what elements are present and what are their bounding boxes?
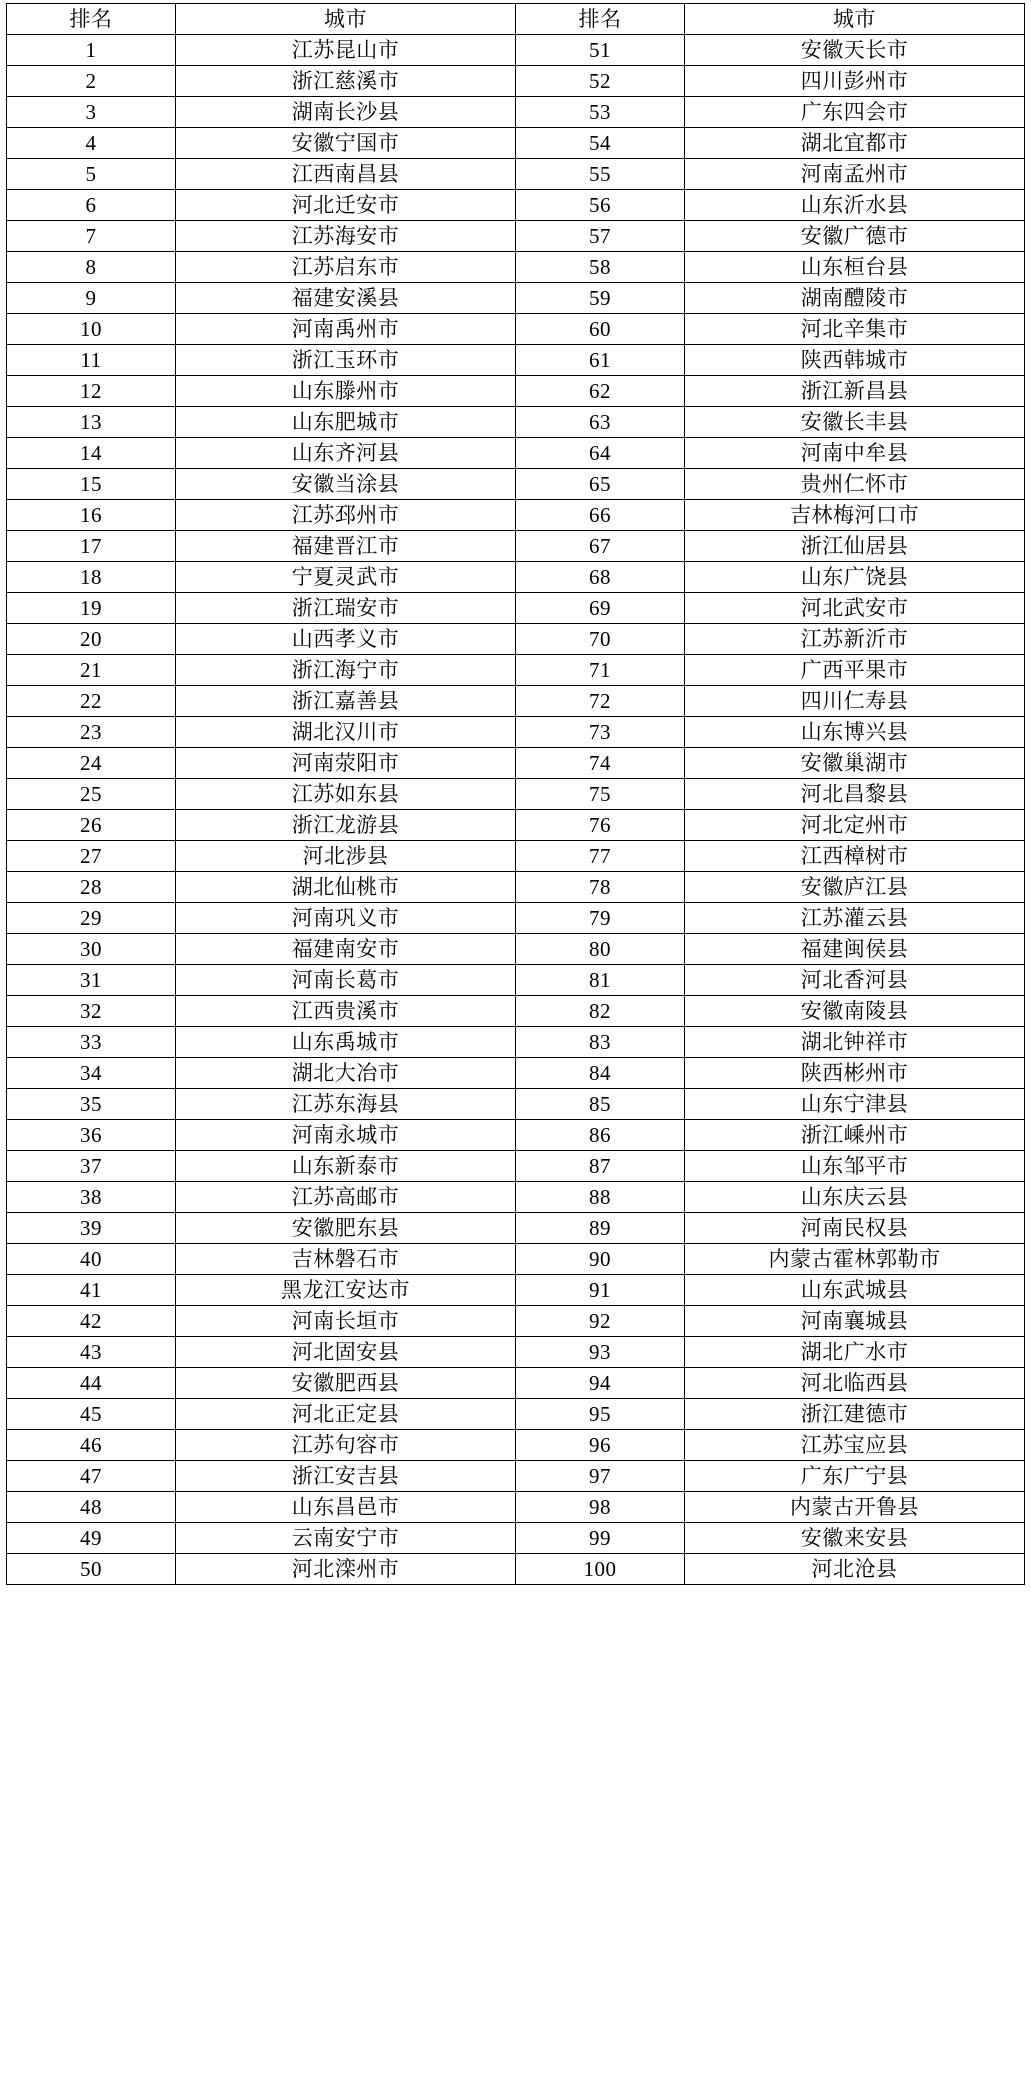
city-cell-right: 安徽庐江县: [684, 872, 1024, 903]
table-row: [7, 314, 1025, 345]
city-cell-right: 陕西彬州市: [684, 1058, 1024, 1089]
city-cell-right: 陕西韩城市: [684, 345, 1024, 376]
rank-cell-left: 46: [7, 1430, 176, 1461]
city-cell-right: 内蒙古霍林郭勒市: [684, 1244, 1024, 1275]
rank-cell-left: 16: [7, 500, 176, 531]
rank-cell-right: 81: [515, 965, 684, 996]
rank-cell-left: 34: [7, 1058, 176, 1089]
city-cell-left: 江苏昆山市: [175, 35, 515, 66]
city-cell-right: 四川仁寿县: [684, 686, 1024, 717]
table-row: [7, 376, 1025, 407]
city-cell-left: 山东新泰市: [175, 1151, 515, 1182]
city-cell-left: 浙江慈溪市: [175, 66, 515, 97]
rank-cell-left: 48: [7, 1492, 176, 1523]
header-rank-right: 排名: [515, 4, 684, 35]
rank-cell-left: 1: [7, 35, 176, 66]
city-cell-left: 安徽肥东县: [175, 1213, 515, 1244]
table-row: [7, 500, 1025, 531]
table-row: [7, 934, 1025, 965]
rank-cell-right: 96: [515, 1430, 684, 1461]
city-cell-left: 福建晋江市: [175, 531, 515, 562]
city-cell-left: 江苏海安市: [175, 221, 515, 252]
rank-cell-right: 54: [515, 128, 684, 159]
city-cell-left: 安徽当涂县: [175, 469, 515, 500]
rank-cell-left: 33: [7, 1027, 176, 1058]
city-cell-left: 浙江嘉善县: [175, 686, 515, 717]
rank-cell-left: 41: [7, 1275, 176, 1306]
table-row: [7, 1306, 1025, 1337]
rank-cell-right: 98: [515, 1492, 684, 1523]
table-row: [7, 128, 1025, 159]
city-cell-left: 湖北汉川市: [175, 717, 515, 748]
city-cell-right: 山东庆云县: [684, 1182, 1024, 1213]
city-cell-left: 湖北仙桃市: [175, 872, 515, 903]
rank-cell-right: 82: [515, 996, 684, 1027]
table-header-row: [7, 4, 1025, 35]
table-row: [7, 593, 1025, 624]
table-row: [7, 1089, 1025, 1120]
rank-cell-right: 100: [515, 1554, 684, 1585]
rank-cell-right: 75: [515, 779, 684, 810]
rank-cell-right: 92: [515, 1306, 684, 1337]
table-row: [7, 345, 1025, 376]
table-row: [7, 283, 1025, 314]
table-row: [7, 1554, 1025, 1585]
city-cell-left: 河南长葛市: [175, 965, 515, 996]
rank-cell-right: 52: [515, 66, 684, 97]
city-cell-right: 湖北广水市: [684, 1337, 1024, 1368]
rank-cell-right: 57: [515, 221, 684, 252]
city-cell-left: 宁夏灵武市: [175, 562, 515, 593]
city-cell-right: 安徽南陵县: [684, 996, 1024, 1027]
rank-cell-left: 50: [7, 1554, 176, 1585]
table-row: [7, 97, 1025, 128]
table-row: [7, 965, 1025, 996]
table-row: [7, 407, 1025, 438]
table-row: [7, 686, 1025, 717]
city-cell-right: 湖北钟祥市: [684, 1027, 1024, 1058]
table-body: [7, 4, 1025, 1585]
header-rank-left: 排名: [7, 4, 176, 35]
rank-cell-right: 99: [515, 1523, 684, 1554]
rank-cell-right: 80: [515, 934, 684, 965]
city-cell-right: 湖南醴陵市: [684, 283, 1024, 314]
city-cell-right: 湖北宜都市: [684, 128, 1024, 159]
rank-cell-left: 22: [7, 686, 176, 717]
header-city-left: 城市: [175, 4, 515, 35]
city-cell-left: 吉林磐石市: [175, 1244, 515, 1275]
city-cell-right: 广西平果市: [684, 655, 1024, 686]
rank-cell-right: 68: [515, 562, 684, 593]
city-cell-right: 浙江仙居县: [684, 531, 1024, 562]
table-row: [7, 1275, 1025, 1306]
city-cell-left: 福建安溪县: [175, 283, 515, 314]
city-cell-right: 福建闽侯县: [684, 934, 1024, 965]
rank-cell-right: 91: [515, 1275, 684, 1306]
city-cell-right: 安徽广德市: [684, 221, 1024, 252]
city-cell-right: 四川彭州市: [684, 66, 1024, 97]
rank-cell-right: 70: [515, 624, 684, 655]
rank-cell-left: 28: [7, 872, 176, 903]
rank-cell-left: 42: [7, 1306, 176, 1337]
rank-cell-left: 37: [7, 1151, 176, 1182]
rank-cell-right: 89: [515, 1213, 684, 1244]
city-cell-right: 山东广饶县: [684, 562, 1024, 593]
city-cell-left: 江苏邳州市: [175, 500, 515, 531]
table-row: [7, 841, 1025, 872]
city-cell-left: 湖南长沙县: [175, 97, 515, 128]
rank-cell-left: 11: [7, 345, 176, 376]
table-row: [7, 624, 1025, 655]
rank-cell-left: 44: [7, 1368, 176, 1399]
rank-cell-right: 51: [515, 35, 684, 66]
city-cell-right: 河北辛集市: [684, 314, 1024, 345]
rank-cell-left: 7: [7, 221, 176, 252]
rank-cell-left: 39: [7, 1213, 176, 1244]
city-cell-left: 江苏句容市: [175, 1430, 515, 1461]
rank-cell-right: 73: [515, 717, 684, 748]
rank-cell-right: 94: [515, 1368, 684, 1399]
city-cell-right: 江苏灌云县: [684, 903, 1024, 934]
table-row: [7, 221, 1025, 252]
rank-cell-left: 36: [7, 1120, 176, 1151]
rank-cell-left: 2: [7, 66, 176, 97]
rank-cell-left: 15: [7, 469, 176, 500]
city-cell-left: 云南安宁市: [175, 1523, 515, 1554]
city-cell-left: 江苏启东市: [175, 252, 515, 283]
rank-cell-right: 88: [515, 1182, 684, 1213]
table-row: [7, 1244, 1025, 1275]
city-cell-left: 浙江玉环市: [175, 345, 515, 376]
table-row: [7, 159, 1025, 190]
rank-cell-right: 76: [515, 810, 684, 841]
rank-cell-left: 26: [7, 810, 176, 841]
rank-cell-left: 45: [7, 1399, 176, 1430]
city-cell-right: 山东武城县: [684, 1275, 1024, 1306]
city-cell-left: 河南永城市: [175, 1120, 515, 1151]
city-cell-right: 江苏宝应县: [684, 1430, 1024, 1461]
city-cell-right: 安徽巢湖市: [684, 748, 1024, 779]
table-row: [7, 438, 1025, 469]
rank-cell-left: 24: [7, 748, 176, 779]
rank-cell-left: 18: [7, 562, 176, 593]
city-cell-left: 河南禹州市: [175, 314, 515, 345]
city-cell-right: 山东宁津县: [684, 1089, 1024, 1120]
table-row: [7, 562, 1025, 593]
rank-cell-right: 67: [515, 531, 684, 562]
table-row: [7, 748, 1025, 779]
rank-cell-left: 8: [7, 252, 176, 283]
rank-cell-left: 6: [7, 190, 176, 221]
city-cell-left: 山东肥城市: [175, 407, 515, 438]
table-row: [7, 717, 1025, 748]
rank-cell-left: 3: [7, 97, 176, 128]
city-cell-right: 河北定州市: [684, 810, 1024, 841]
city-cell-right: 河北临西县: [684, 1368, 1024, 1399]
table-row: [7, 872, 1025, 903]
rank-cell-left: 21: [7, 655, 176, 686]
city-cell-left: 浙江龙游县: [175, 810, 515, 841]
city-cell-right: 山东桓台县: [684, 252, 1024, 283]
table-row: [7, 531, 1025, 562]
city-cell-right: 广东广宁县: [684, 1461, 1024, 1492]
city-cell-right: 山东沂水县: [684, 190, 1024, 221]
table-row: [7, 469, 1025, 500]
table-row: [7, 1523, 1025, 1554]
city-cell-left: 河南巩义市: [175, 903, 515, 934]
rank-cell-left: 5: [7, 159, 176, 190]
city-cell-left: 安徽宁国市: [175, 128, 515, 159]
table-row: [7, 66, 1025, 97]
rank-cell-left: 49: [7, 1523, 176, 1554]
rank-cell-left: 14: [7, 438, 176, 469]
table-row: [7, 655, 1025, 686]
city-cell-left: 江西贵溪市: [175, 996, 515, 1027]
city-cell-right: 河北香河县: [684, 965, 1024, 996]
rank-cell-right: 79: [515, 903, 684, 934]
table-row: [7, 1151, 1025, 1182]
rank-cell-left: 17: [7, 531, 176, 562]
rank-cell-right: 65: [515, 469, 684, 500]
rank-cell-left: 10: [7, 314, 176, 345]
rank-cell-left: 47: [7, 1461, 176, 1492]
city-cell-left: 江苏如东县: [175, 779, 515, 810]
city-cell-right: 山东博兴县: [684, 717, 1024, 748]
city-cell-left: 福建南安市: [175, 934, 515, 965]
city-cell-right: 浙江嵊州市: [684, 1120, 1024, 1151]
city-cell-left: 山西孝义市: [175, 624, 515, 655]
city-cell-left: 河北正定县: [175, 1399, 515, 1430]
city-cell-left: 河北迁安市: [175, 190, 515, 221]
rank-cell-right: 71: [515, 655, 684, 686]
rank-cell-right: 84: [515, 1058, 684, 1089]
rank-cell-left: 9: [7, 283, 176, 314]
table-row: [7, 1368, 1025, 1399]
table-row: [7, 1492, 1025, 1523]
table-row: [7, 810, 1025, 841]
city-cell-left: 湖北大冶市: [175, 1058, 515, 1089]
rank-cell-right: 59: [515, 283, 684, 314]
city-cell-right: 河北沧县: [684, 1554, 1024, 1585]
city-cell-right: 安徽天长市: [684, 35, 1024, 66]
table-row: [7, 903, 1025, 934]
rank-cell-left: 23: [7, 717, 176, 748]
rank-cell-left: 32: [7, 996, 176, 1027]
rank-cell-left: 13: [7, 407, 176, 438]
city-cell-left: 安徽肥西县: [175, 1368, 515, 1399]
city-cell-right: 河南民权县: [684, 1213, 1024, 1244]
rank-cell-left: 27: [7, 841, 176, 872]
city-cell-right: 贵州仁怀市: [684, 469, 1024, 500]
city-cell-right: 浙江新昌县: [684, 376, 1024, 407]
table-row: [7, 1461, 1025, 1492]
city-cell-left: 河北涉县: [175, 841, 515, 872]
city-ranking-table: [6, 3, 1025, 1585]
rank-cell-right: 69: [515, 593, 684, 624]
rank-cell-left: 30: [7, 934, 176, 965]
rank-cell-right: 93: [515, 1337, 684, 1368]
rank-cell-right: 63: [515, 407, 684, 438]
table-row: [7, 35, 1025, 66]
rank-cell-right: 66: [515, 500, 684, 531]
rank-cell-right: 77: [515, 841, 684, 872]
city-cell-left: 浙江海宁市: [175, 655, 515, 686]
city-cell-left: 江苏东海县: [175, 1089, 515, 1120]
table-row: [7, 1213, 1025, 1244]
city-cell-left: 浙江安吉县: [175, 1461, 515, 1492]
city-cell-left: 江西南昌县: [175, 159, 515, 190]
city-cell-right: 广东四会市: [684, 97, 1024, 128]
rank-cell-left: 4: [7, 128, 176, 159]
rank-cell-left: 29: [7, 903, 176, 934]
rank-cell-right: 97: [515, 1461, 684, 1492]
rank-cell-left: 31: [7, 965, 176, 996]
table-row: [7, 779, 1025, 810]
city-cell-right: 山东邹平市: [684, 1151, 1024, 1182]
city-cell-right: 河南中牟县: [684, 438, 1024, 469]
rank-cell-right: 83: [515, 1027, 684, 1058]
city-cell-right: 安徽来安县: [684, 1523, 1024, 1554]
city-cell-left: 江苏高邮市: [175, 1182, 515, 1213]
table-row: [7, 1337, 1025, 1368]
rank-cell-left: 40: [7, 1244, 176, 1275]
rank-cell-left: 25: [7, 779, 176, 810]
city-cell-right: 河北武安市: [684, 593, 1024, 624]
city-cell-left: 河南荥阳市: [175, 748, 515, 779]
city-cell-left: 浙江瑞安市: [175, 593, 515, 624]
rank-cell-right: 64: [515, 438, 684, 469]
header-city-right: 城市: [684, 4, 1024, 35]
rank-cell-right: 58: [515, 252, 684, 283]
table-row: [7, 190, 1025, 221]
rank-cell-right: 55: [515, 159, 684, 190]
city-cell-right: 河北昌黎县: [684, 779, 1024, 810]
rank-cell-right: 86: [515, 1120, 684, 1151]
city-cell-left: 河北固安县: [175, 1337, 515, 1368]
city-cell-right: 浙江建德市: [684, 1399, 1024, 1430]
city-cell-right: 河南襄城县: [684, 1306, 1024, 1337]
city-cell-left: 河北滦州市: [175, 1554, 515, 1585]
table-row: [7, 1027, 1025, 1058]
city-cell-left: 山东滕州市: [175, 376, 515, 407]
city-cell-right: 吉林梅河口市: [684, 500, 1024, 531]
rank-cell-right: 53: [515, 97, 684, 128]
city-cell-right: 河南孟州市: [684, 159, 1024, 190]
city-cell-left: 山东昌邑市: [175, 1492, 515, 1523]
city-cell-left: 山东齐河县: [175, 438, 515, 469]
rank-cell-left: 38: [7, 1182, 176, 1213]
rank-cell-right: 60: [515, 314, 684, 345]
city-cell-left: 山东禹城市: [175, 1027, 515, 1058]
rank-cell-left: 35: [7, 1089, 176, 1120]
rank-cell-left: 43: [7, 1337, 176, 1368]
rank-cell-right: 78: [515, 872, 684, 903]
rank-cell-right: 72: [515, 686, 684, 717]
rank-cell-right: 61: [515, 345, 684, 376]
rank-cell-right: 85: [515, 1089, 684, 1120]
table-row: [7, 1058, 1025, 1089]
rank-cell-left: 12: [7, 376, 176, 407]
ranking-table-container: [0, 3, 1031, 1585]
rank-cell-right: 95: [515, 1399, 684, 1430]
table-row: [7, 1430, 1025, 1461]
city-cell-right: 江苏新沂市: [684, 624, 1024, 655]
rank-cell-right: 62: [515, 376, 684, 407]
city-cell-right: 安徽长丰县: [684, 407, 1024, 438]
city-cell-right: 江西樟树市: [684, 841, 1024, 872]
rank-cell-right: 87: [515, 1151, 684, 1182]
table-row: [7, 1120, 1025, 1151]
table-row: [7, 1182, 1025, 1213]
rank-cell-left: 20: [7, 624, 176, 655]
table-row: [7, 252, 1025, 283]
table-row: [7, 1399, 1025, 1430]
rank-cell-right: 74: [515, 748, 684, 779]
table-row: [7, 996, 1025, 1027]
rank-cell-left: 19: [7, 593, 176, 624]
rank-cell-right: 90: [515, 1244, 684, 1275]
city-cell-left: 河南长垣市: [175, 1306, 515, 1337]
rank-cell-right: 56: [515, 190, 684, 221]
city-cell-right: 内蒙古开鲁县: [684, 1492, 1024, 1523]
city-cell-left: 黑龙江安达市: [175, 1275, 515, 1306]
